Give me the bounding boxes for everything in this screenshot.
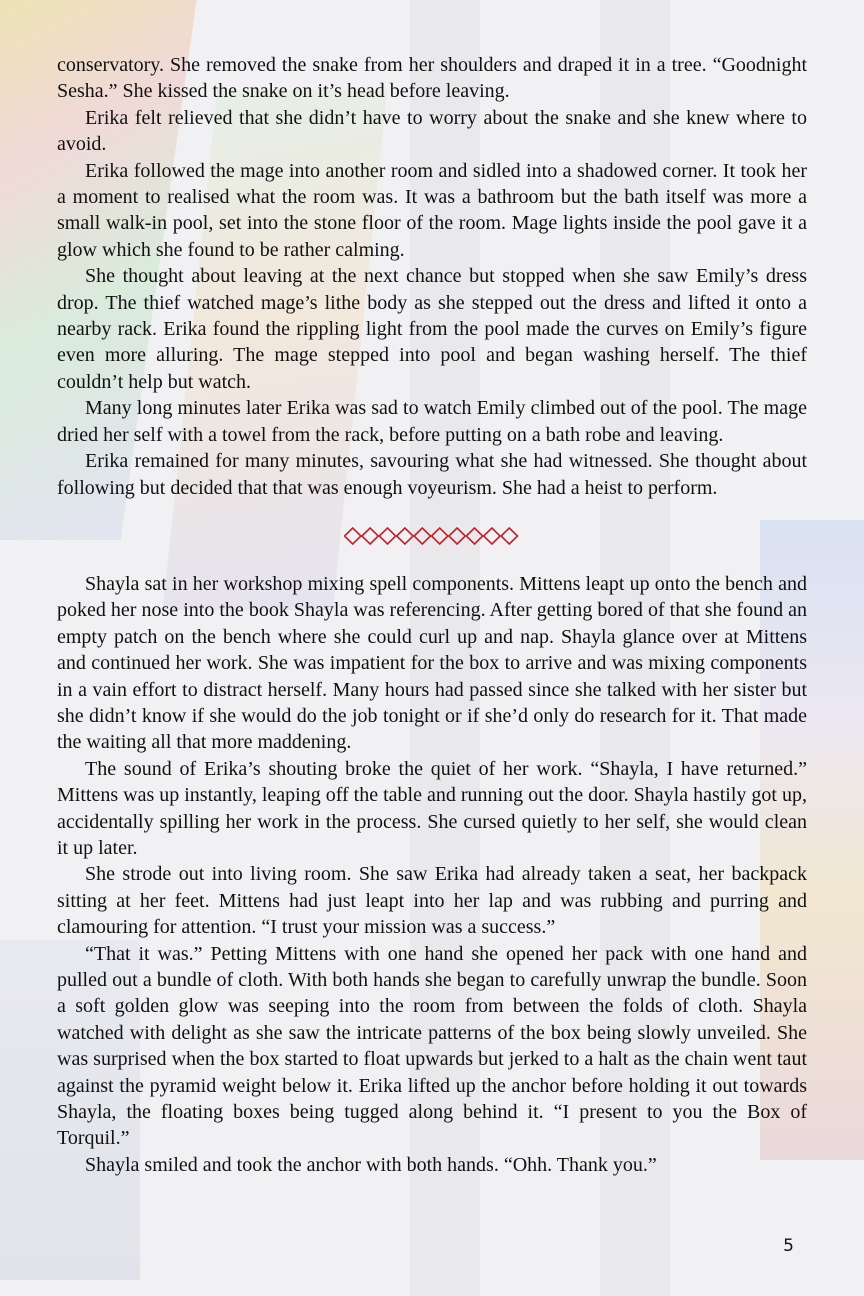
- diamond-ornament: [397, 528, 413, 544]
- diamond-ornament: [379, 528, 395, 544]
- scene-break-divider: [57, 501, 807, 571]
- diamond-ornament: [501, 528, 517, 544]
- diamond-ornament: [466, 528, 482, 544]
- diamond-ornament-icon: [344, 526, 520, 546]
- paragraph: Erika felt relieved that she didn’t have to worry about the snake and she knew where to avoid.: [57, 106, 807, 156]
- paragraph: Shayla sat in her workshop mixing spell components. Mittens leapt up onto the bench and poked her nose into the book Shayla was referencing. After getting bored of that she found an empty patch on the bench where she could curl up and nap. Shayla glance over at Mittens and continued her work. She was impatient for the box to arrive and was mixing components in a vain effort to distract herself. Many hours had passed since she talked with her sister but she didn’t know if she would do the job tonight or if she’d only do research for it. That made the waiting all that more maddening.: [57, 572, 807, 754]
- paragraph: Many long minutes later Erika was sad to watch Emily climbed out of the pool. The mage dried her self with a towel from the rack, before putting on a bath robe and leaving.: [57, 397, 807, 446]
- paragraph: conservatory. She removed the snake from her shoulders and draped it in a tree. “Goodnight Sesha.” She kissed the snake on it’s head before leaving.: [57, 54, 807, 103]
- diamond-ornament: [414, 528, 430, 544]
- diamond-ornament: [432, 528, 448, 544]
- paragraph: “That it was.” Petting Mittens with one hand she opened her pack with one hand and pulled out a bundle of cloth. With both hands she began to carefully unwrap the bundle. Soon a soft golden glow was seeping into the room from between the folds of cloth. Shayla watched with delight as she saw the intricate patterns of the box being slowly unveiled. She was surprised when the box started to float upwards but jerked to a halt as the chain went taut against the pyramid weight below it. Erika lifted up the anchor before holding it out towards Shayla, the floating boxes being tugged along behind it. “I present to you the Box of Torquil.”: [57, 942, 807, 1150]
- diamond-ornament: [362, 528, 378, 544]
- paragraph: She thought about leaving at the next chance but stopped when she saw Emily’s dress drop. The thief watched mage’s lithe body as she stepped out the dress and lifted it onto a nearby rack. Erika found the rippling light from the pool made the curves on Emily’s figure even more alluring. The mage stepped into pool and began washing herself. The thief couldn’t help but watch.: [57, 265, 807, 393]
- diamond-ornament: [345, 528, 361, 544]
- page-body: [57, 52, 807, 1178]
- paragraph: Erika remained for many minutes, savouring what she had witnessed. She thought about following but decided that that was enough voyeurism. She had a heist to perform.: [57, 450, 807, 499]
- diamond-ornament: [484, 528, 500, 544]
- paragraph: She strode out into living room. She saw Erika had already taken a seat, her backpack sitting at her feet. Mittens had just leapt into her lap and was rubbing and purring and clamouring for attention. “I trust your mission was a success.”: [57, 863, 807, 939]
- paragraph: Erika followed the mage into another room and sidled into a shadowed corner. It took her a moment to realised what the room was. It was a bathroom but the bath itself was more a small walk-in pool, set into the stone floor of the room. Mage lights inside the pool gave it a glow which she found to be rather calming.: [57, 159, 807, 261]
- paragraph: The sound of Erika’s shouting broke the quiet of her work. “Shayla, I have returned.” Mittens was up instantly, leaping off the table and running out the door. Shayla hastily got up, accidentally spilling her work in the process. She cursed quietly to her self, she would clean it up later.: [57, 757, 807, 859]
- diamond-ornament: [449, 528, 465, 544]
- paragraph: Shayla smiled and took the anchor with both hands. “Ohh. Thank you.”: [85, 1153, 657, 1176]
- page-number: 5: [783, 1236, 794, 1256]
